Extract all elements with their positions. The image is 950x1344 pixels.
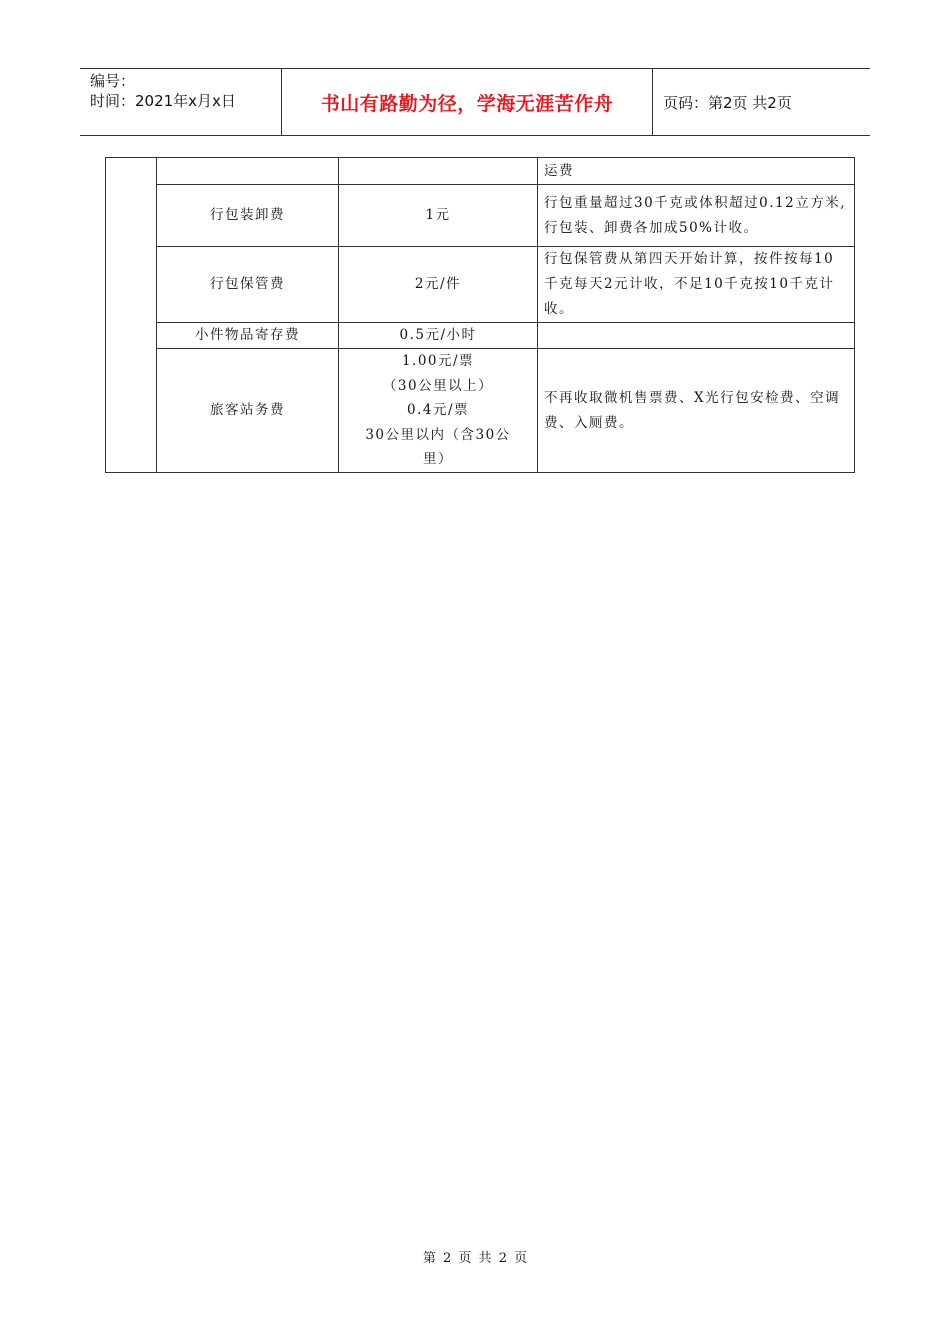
fee-name: 旅客站务费 [157, 349, 339, 473]
fee-price: 0.5元/小时 [339, 323, 538, 349]
price-line: 0.4元/票 [406, 402, 470, 419]
table-row [106, 185, 855, 247]
table-row [106, 349, 855, 473]
header-page-info: 页码：第2页 共2页 [663, 93, 792, 112]
serial-label: 编号： [90, 72, 136, 90]
fee-name: 行包保管费 [157, 247, 339, 323]
fee-table [105, 157, 855, 473]
page-footer: 第 2 页 共 2 页 [422, 1251, 528, 1266]
fee-note [538, 323, 855, 349]
category-cell [106, 158, 157, 473]
fee-price [339, 349, 538, 473]
table-row [106, 323, 855, 349]
fee-price: 2元/件 [339, 247, 538, 323]
header-meta [80, 69, 281, 135]
price-line: 1.00元/票 [401, 353, 475, 370]
fee-name [157, 158, 339, 185]
price-line: 30公里以内（含30公 [365, 426, 511, 443]
fee-name: 小件物品寄存费 [157, 323, 339, 349]
price-line: （30公里以上） [382, 377, 494, 394]
fee-note: 运费 [538, 158, 855, 185]
table-row [106, 158, 855, 185]
fee-price: 1元 [339, 185, 538, 247]
price-line: 里） [423, 451, 453, 468]
fee-name: 行包装卸费 [157, 185, 339, 247]
table-row [106, 247, 855, 323]
date-line: 时间：2021年x月x日 [90, 92, 236, 110]
fee-note: 行包保管费从第四天开始计算，按件按每10千克每天2元计收，不足10千克按10千克计收。 [538, 247, 855, 323]
header-motto: 书山有路勤为径，学海无涯苦作舟 [281, 69, 653, 135]
fee-price [339, 158, 538, 185]
fee-note: 行包重量超过30千克或体积超过0.12立方米,行包装、卸费各加成50%计收。 [538, 185, 855, 247]
page-header [80, 68, 870, 136]
fee-note: 不再收取微机售票费、X光行包安检费、空调费、入厕费。 [538, 349, 855, 473]
